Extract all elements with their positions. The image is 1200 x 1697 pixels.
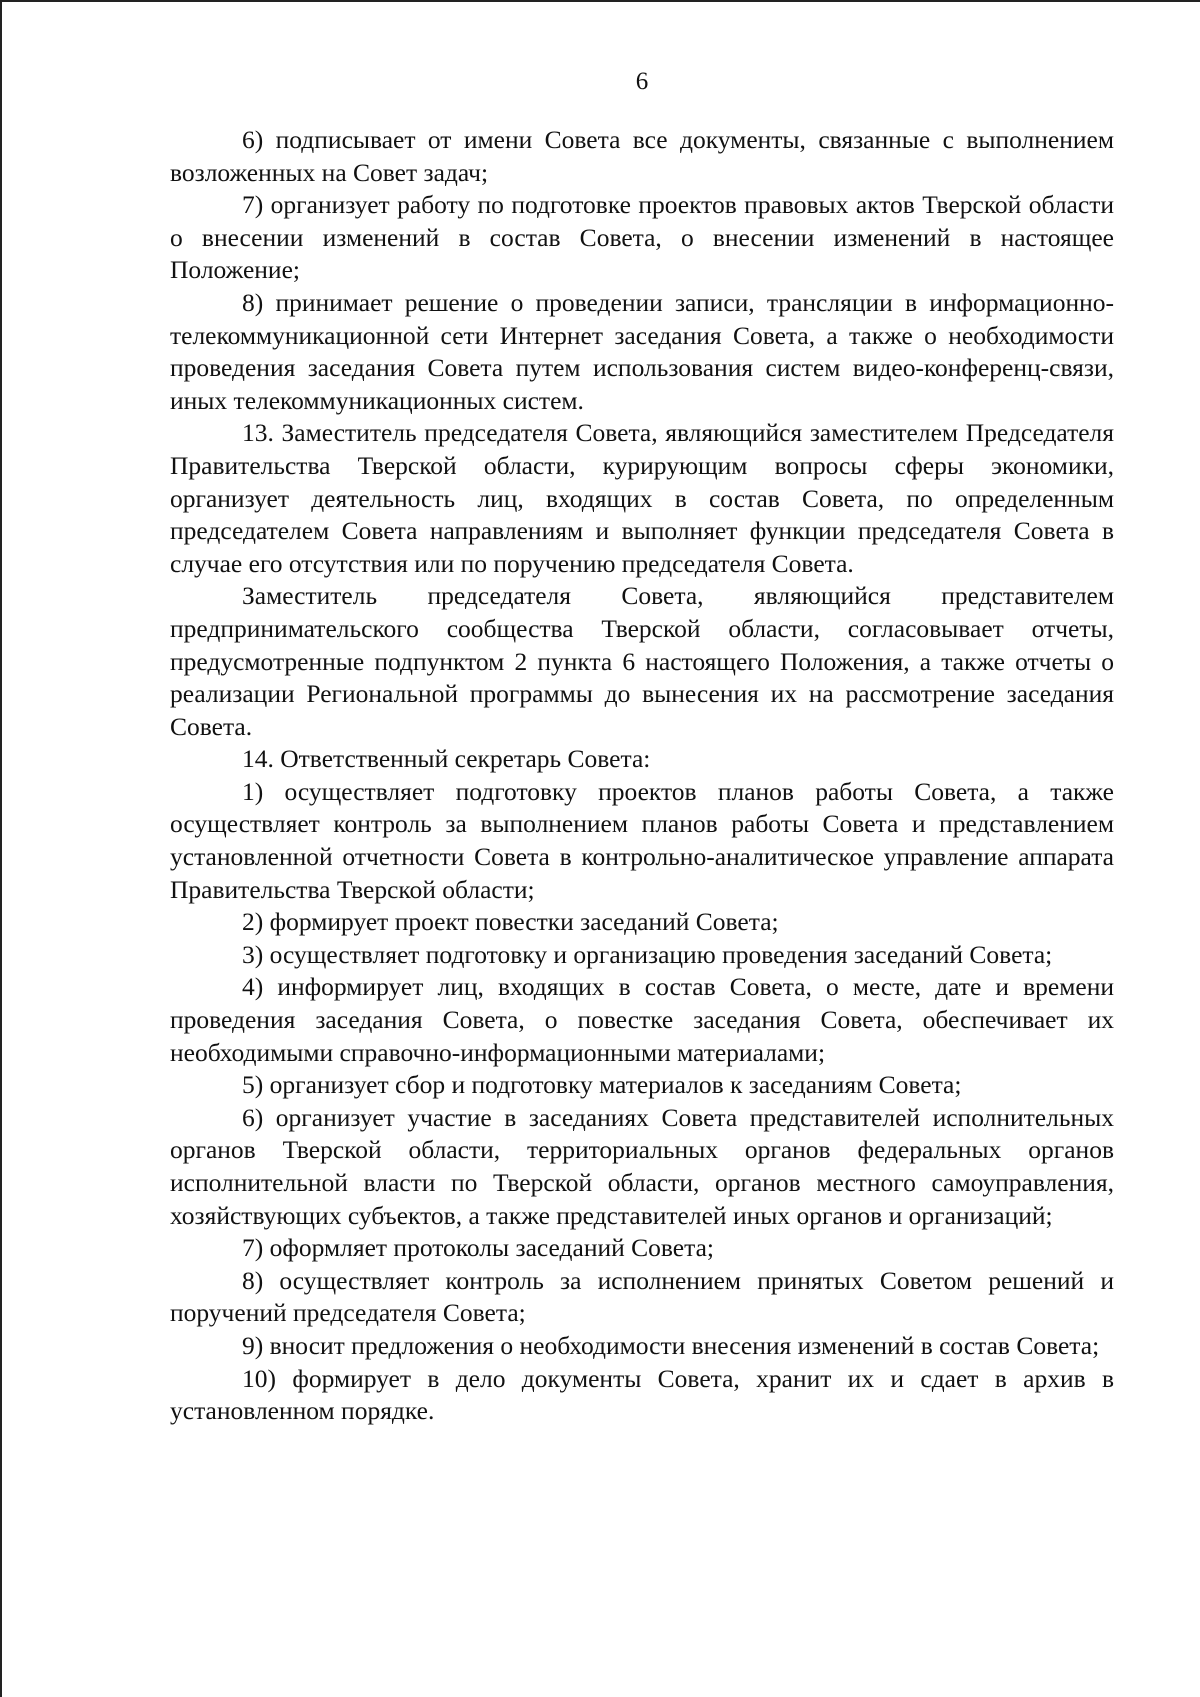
paragraph: 13. Заместитель председателя Совета, являющийся заместителем Председателя Правительства Тверской области, курирующим вопросы сферы экономики, организует деятельность лиц, входящих в состав Совета, по определенным председателем Совета направлениям и выполняет функции председателя Совета в случае его отсутствия или по поручению председателя Совета. [170,418,1114,578]
document-body [170,124,1114,1428]
paragraph: 4) информирует лиц, входящих в состав Совета, о месте, дате и времени проведения заседания Совета, о повестке заседания Совета, обеспечивает их необходимыми справочно-информационными материалами; [170,972,1114,1067]
paragraph: 9) вносит предложения о необходимости внесения изменений в состав Совета; [242,1330,1100,1360]
paragraph: 8) осуществляет контроль за исполнением принятых Советом решений и поручений председателя Совета; [170,1265,1114,1328]
paragraph: 7) оформляет протоколы заседаний Совета; [242,1233,714,1263]
paragraph: 1) осуществляет подготовку проектов планов работы Совета, а также осуществляет контроль за выполнением планов работы Совета и представлением установленной отчетности Совета в контрольно-аналитическое управление аппарата Правительства Тверской области; [170,776,1114,904]
paragraph: 6) подписывает от имени Совета все документы, связанные с выполнением возложенных на Совет задач; [170,125,1114,187]
paragraph: 10) формирует в дело документы Совета, хранит их и сдает в архив в установленном порядке. [170,1363,1114,1426]
paragraph: 5) организует сбор и подготовку материалов к заседаниям Совета; [242,1070,962,1100]
paragraph: 2) формирует проект повестки заседаний Совета; [242,907,779,937]
paragraph: 6) организует участие в заседаниях Совета представителей исполнительных органов Тверской области, территориальных органов федеральных органов исполнительной власти по Тверской области, органов местного самоуправления, хозяйствующих субъектов, а также представителей иных органов и организаций; [170,1102,1114,1230]
paragraph: 7) организует работу по подготовке проектов правовых актов Тверской области о внесении изменений в состав Совета, о внесении изменений в настоящее Положение; [170,190,1114,285]
page-number: 6 [635,68,649,95]
paragraph: Заместитель председателя Совета, являющийся представителем предпринимательского сообщества Тверской области, согласовывает отчеты, предусмотренные подпунктом 2 пункта 6 настоящего Положения, а также отчеты о реализации Региональной программы до вынесения их на рассмотрение заседания Совета. [170,581,1114,741]
paragraph: 14. Ответственный секретарь Совета: [242,744,651,774]
paragraph: 3) осуществляет подготовку и организацию проведения заседаний Совета; [242,939,1053,969]
paragraph: 8) принимает решение о проведении записи, трансляции в информационно-телекоммуникационной сети Интернет заседания Совета, а также о необходимости проведения заседания Совета путем использования систем видео-конференц-связи, иных телекоммуникационных систем. [170,287,1114,415]
